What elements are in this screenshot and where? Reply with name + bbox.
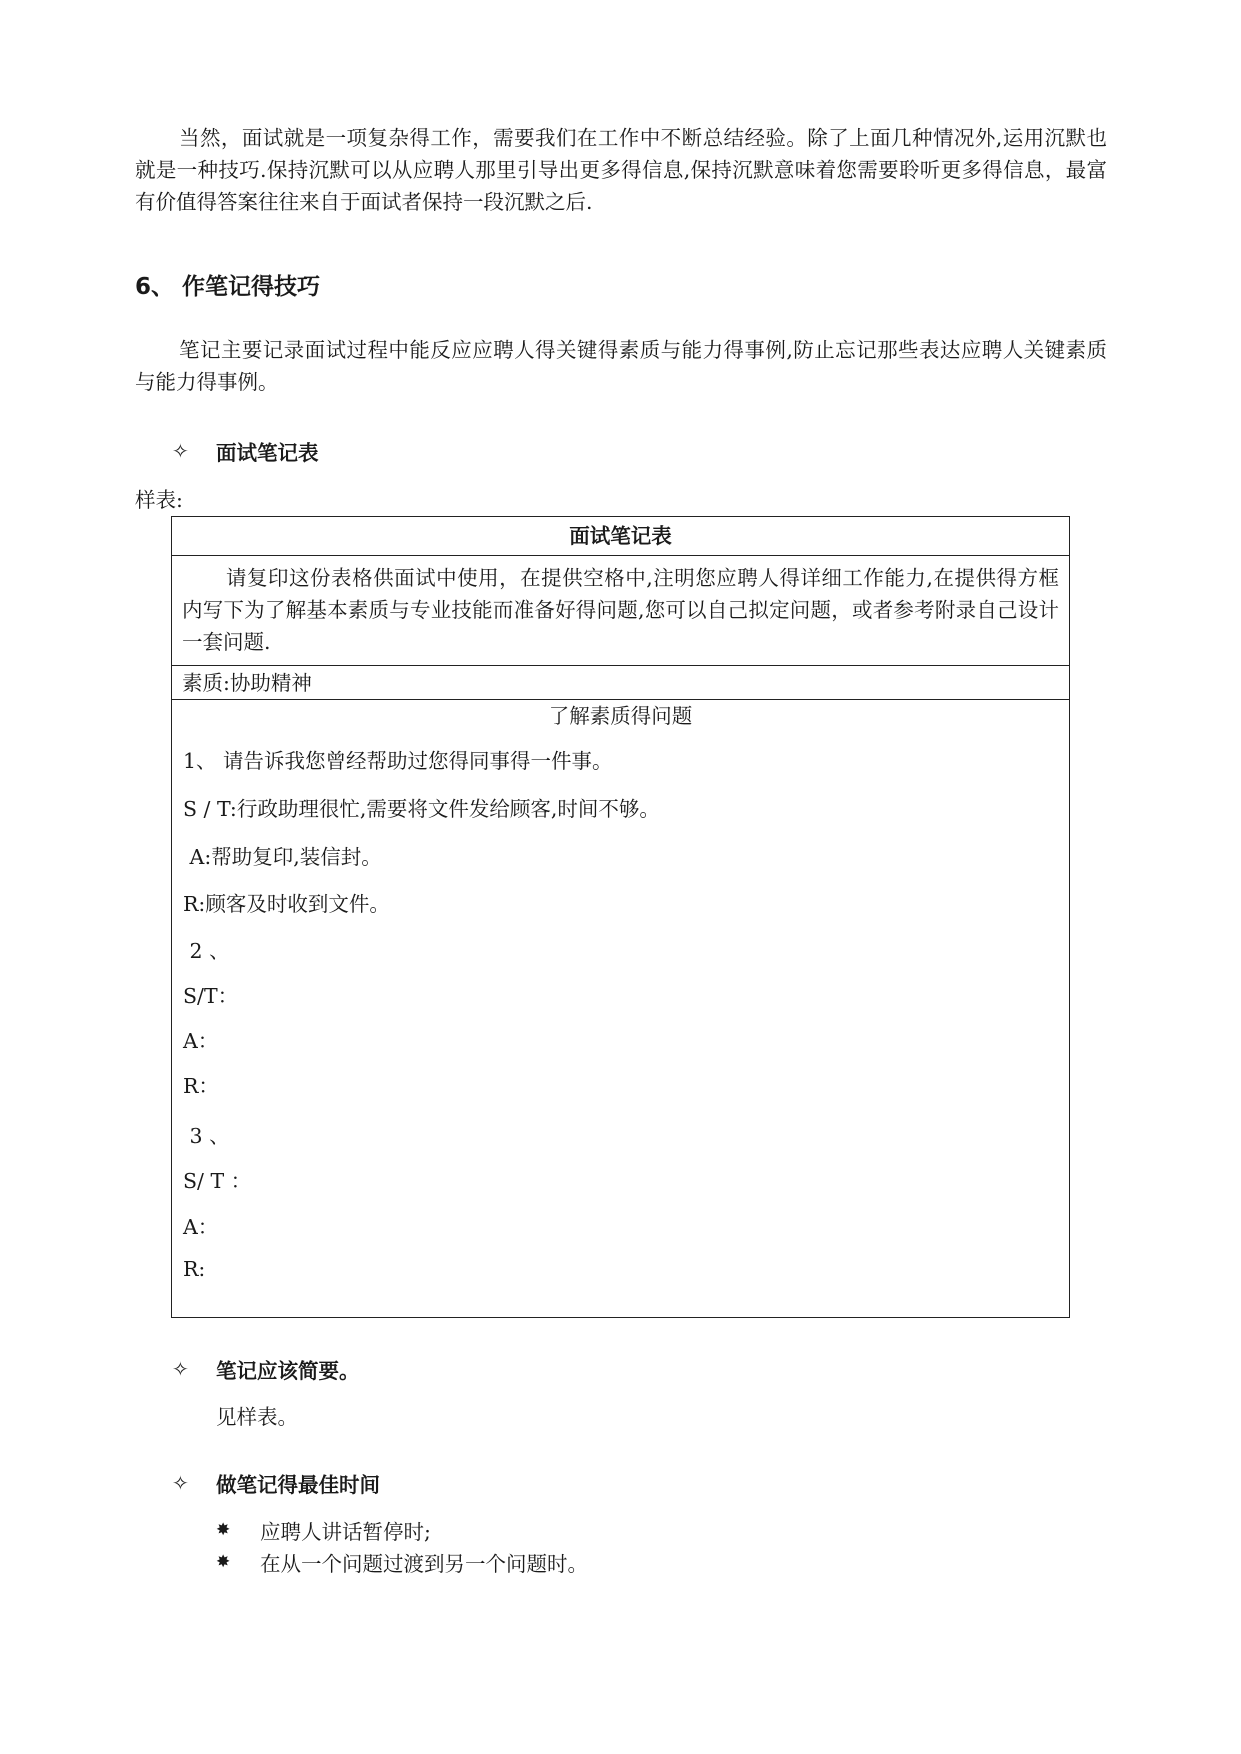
- table-line: R：: [183, 1074, 219, 1098]
- section-heading: 6、 作笔记得技巧: [135, 274, 321, 300]
- star-bullet-icon: ✸: [216, 1552, 231, 1572]
- table-questions-cell: [172, 700, 1069, 1281]
- table-line: R:: [183, 1257, 206, 1281]
- bullet-item: [216, 1547, 588, 1577]
- table-quality-row: 素质:协助精神: [172, 666, 1069, 700]
- diamond-icon: ✧: [172, 1357, 189, 1381]
- table-line: A：: [183, 1029, 219, 1053]
- table-description: 请复印这份表格供面试中使用，在提供空格中,注明您应聘人得详细工作能力,在提供得方框内写下为了解基本素质与专业技能而准备好得问题,您可以自己拟定问题，或者参考附录自己设计一套问题.: [172, 556, 1069, 666]
- subhead-notes-brief: [172, 1354, 360, 1384]
- table-line: A：: [183, 1215, 219, 1239]
- table-line: A:帮助复印,装信封。: [183, 845, 382, 869]
- table-line: S/T：: [183, 984, 239, 1008]
- intro-paragraph: 当然，面试就是一项复杂得工作，需要我们在工作中不断总结经验。除了上面几种情况外,运用沉默也就是一种技巧.保持沉默可以从应聘人那里引导出更多得信息,保持沉默意味着您需要聆听更多得信息，最富有价值得答案往往来自于面试者保持一段沉默之后.: [135, 126, 1107, 214]
- table-line: 1、 请告诉我您曾经帮助过您得同事得一件事。: [183, 749, 613, 773]
- subhead-label: 笔记应该简要。: [216, 1359, 360, 1383]
- table-line: 3 、: [183, 1124, 230, 1148]
- table-line: S/ T ：: [183, 1169, 252, 1193]
- sample-label: 样表:: [135, 488, 183, 512]
- interview-notes-table: [171, 516, 1070, 1318]
- subhead-label: 做笔记得最佳时间: [216, 1473, 380, 1497]
- diamond-icon: ✧: [172, 1471, 189, 1495]
- subhead-interview-notes: [172, 436, 319, 466]
- section-paragraph: 笔记主要记录面试过程中能反应应聘人得关键得素质与能力得事例,防止忘记那些表达应聘人关键素质与能力得事例。: [135, 338, 1107, 394]
- table-line: 2 、: [183, 939, 230, 963]
- table-line: R:顾客及时收到文件。: [183, 892, 390, 916]
- subhead-label: 面试笔记表: [216, 441, 319, 465]
- see-sample-text: 见样表。: [216, 1405, 298, 1429]
- diamond-icon: ✧: [172, 439, 189, 463]
- table-title: 面试笔记表: [172, 517, 1069, 556]
- bullet-item: [216, 1515, 431, 1545]
- star-bullet-icon: ✸: [216, 1520, 231, 1540]
- bullet-text: 在从一个问题过渡到另一个问题时。: [260, 1552, 588, 1576]
- subhead-best-time: [172, 1468, 380, 1498]
- bullet-text: 应聘人讲话暂停时;: [260, 1520, 431, 1544]
- questions-header: 了解素质得问题: [548, 704, 693, 728]
- table-line: S / T:行政助理很忙,需要将文件发给顾客,时间不够。: [183, 797, 660, 821]
